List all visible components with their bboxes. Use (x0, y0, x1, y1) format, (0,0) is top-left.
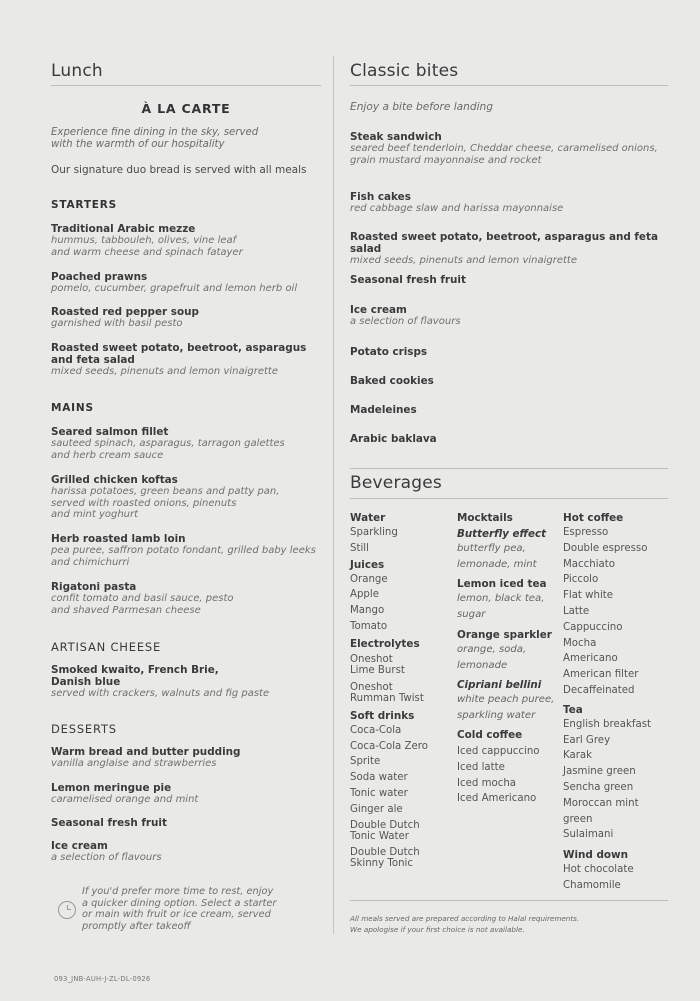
classic-intro: Enjoy a bite before landing (350, 101, 493, 113)
beverages-col-3 (563, 512, 668, 894)
footnote-rule (350, 900, 668, 901)
classic-item: Steak sandwich seared beef tenderloin, Cheddar cheese, caramelised onions, grain mustard mayonnaise and rocket (350, 131, 658, 166)
bev-item: Earl Grey (563, 734, 611, 746)
dessert-item: Ice cream a selection of flavours (51, 840, 162, 863)
bev-item: Soda water (350, 772, 408, 784)
bev-item: Karak (563, 750, 593, 762)
classic-title: Classic bites (350, 61, 459, 81)
water-heading: Water (350, 512, 386, 524)
starters-heading: STARTERS (51, 199, 118, 211)
mocktails-heading: Mocktails (457, 512, 513, 524)
classic-item: Madeleines (350, 404, 417, 416)
mocktail-desc: sugar (457, 608, 486, 620)
bev-item: Latte (563, 605, 590, 617)
mocktail-name: Cipriani bellini (457, 679, 542, 691)
menu-code: 093_JNB-AUH-J-ZL-DL-0926 (54, 975, 151, 983)
classic-title-rule (350, 85, 668, 86)
bev-item: Sencha green (563, 781, 634, 793)
bev-item: Double espresso (563, 542, 648, 554)
bev-item: Piccolo (563, 574, 599, 586)
bev-item: Ginger ale (350, 803, 403, 815)
tea-heading: Tea (563, 703, 583, 716)
mocktail-desc: sparkling water (457, 709, 536, 721)
bev-item: American filter (563, 669, 639, 681)
bev-item: Decaffeinated (563, 684, 635, 696)
lunch-title: Lunch (51, 61, 103, 81)
bread-note: Our signature duo bread is served with all meals (51, 164, 307, 176)
mocktail-desc: white peach puree, (457, 694, 555, 705)
starter-item: Traditional Arabic mezze hummus, tabbouleh, olives, vine leaf and warm cheese and spinach fatayer (51, 223, 243, 258)
footnote: All meals served are prepared according to Halal requirements. We apologise if your first choice is not available. (350, 914, 580, 934)
beverages-col-2 (457, 512, 554, 807)
mocktail-desc: butterfly pea, (457, 543, 526, 554)
intro-text: Experience fine dining in the sky, served with the warmth of our hospitality (51, 127, 259, 150)
bev-item: Flat white (563, 590, 614, 602)
bev-item: Mocha (563, 637, 597, 649)
bev-item: Oneshot Rumman Twist (350, 681, 424, 705)
mocktail-desc: lemon, black tea, (457, 593, 545, 604)
juices-heading: Juices (350, 558, 385, 571)
starter-item: Roasted red pepper soup garnished with basil pesto (51, 306, 199, 329)
classic-item: Baked cookies (350, 375, 434, 387)
bev-item: Tonic water (350, 787, 408, 799)
cheese-item: Smoked kwaito, French Brie, Danish blue served with crackers, walnuts and fig paste (51, 664, 270, 699)
classic-item: Potato crisps (350, 346, 428, 358)
clock-icon (58, 901, 76, 919)
mains-heading: MAINS (51, 402, 94, 414)
bev-item: Sulaimani (563, 829, 614, 841)
soft-drinks-heading: Soft drinks (350, 709, 415, 722)
rest-note: If you'd prefer more time to rest, enjoy a quicker dining option. Select a starter or main with fruit or ice cream, served promptly after takeoff (82, 886, 277, 932)
starter-item: Poached prawns pomelo, cucumber, grapefruit and lemon herb oil (51, 271, 298, 294)
bev-item: Sparkling (350, 527, 398, 538)
bev-item: Americano (563, 653, 618, 665)
classic-item: Ice cream a selection of flavours (350, 304, 461, 327)
mocktail-desc: lemonade, mint (457, 558, 537, 570)
bev-item: Mango (350, 605, 385, 617)
bev-item: Iced Americano (457, 793, 537, 805)
bev-item: Iced latte (457, 761, 505, 773)
mocktail-desc: orange, soda, (457, 644, 527, 655)
alacarte-heading: À LA CARTE (141, 101, 231, 116)
bev-item: Sprite (350, 756, 381, 768)
main-item: Seared salmon fillet sauteed spinach, asparagus, tarragon galettes and herb cream sauce (51, 426, 285, 461)
classic-item: Roasted sweet potato, beetroot, asparagus and feta salad mixed seeds, pinenuts and lemon vinaigrette (350, 231, 658, 266)
mocktail-name: Lemon iced tea (457, 578, 547, 590)
classic-item: Fish cakes red cabbage slaw and harissa mayonnaise (350, 191, 564, 214)
desserts-heading: DESSERTS (51, 722, 117, 736)
hot-coffee-heading: Hot coffee (563, 512, 624, 524)
bev-item: Oneshot Lime Burst (350, 653, 405, 677)
bev-item: Apple (350, 589, 380, 601)
beverages-col-1 (350, 512, 428, 870)
main-item: Grilled chicken koftas harissa potatoes, green beans and patty pan, served with roasted onions, pinenuts and mint yoghurt (51, 474, 280, 520)
bev-item: Chamomile (563, 879, 621, 891)
bev-item: Coca-Cola Zero (350, 740, 428, 752)
bev-item: Moroccan mint green (563, 797, 639, 825)
bev-item: Still (350, 542, 369, 554)
bev-item: Espresso (563, 527, 609, 538)
beverages-title-rule (350, 498, 668, 499)
bev-item: Tomato (350, 620, 388, 632)
bev-item: Double Dutch Tonic Water (350, 819, 420, 843)
wind-down-heading: Wind down (563, 849, 629, 862)
bev-item: Iced cappuccino (457, 746, 540, 757)
column-divider (333, 56, 334, 934)
dessert-item: Warm bread and butter pudding vanilla anglaise and strawberries (51, 746, 241, 769)
classic-item: Seasonal fresh fruit (350, 274, 466, 286)
starter-item: Roasted sweet potato, beetroot, asparagus and feta salad mixed seeds, pinenuts and lemon vinaigrette (51, 342, 307, 377)
bev-item: English breakfast (563, 718, 651, 730)
bev-item: Cappuccino (563, 621, 623, 633)
bev-item: Jasmine green (563, 766, 636, 778)
mocktail-name: Butterfly effect (457, 528, 547, 540)
beverages-title: Beverages (350, 473, 442, 493)
dessert-item: Seasonal fresh fruit (51, 817, 167, 829)
cold-coffee-heading: Cold coffee (457, 729, 523, 741)
bev-item: Iced mocha (457, 777, 517, 789)
bev-item: Hot chocolate (563, 864, 634, 876)
bev-item: Orange (350, 573, 388, 585)
dessert-item: Lemon meringue pie caramelised orange and mint (51, 782, 199, 805)
cheese-heading: ARTISAN CHEESE (51, 640, 162, 654)
bev-item: Macchiato (563, 558, 615, 570)
electrolytes-heading: Electrolytes (350, 637, 420, 650)
mocktail-name: Orange sparkler (457, 629, 552, 641)
main-item: Rigatoni pasta confit tomato and basil sauce, pesto and shaved Parmesan cheese (51, 581, 234, 616)
classic-item: Arabic baklava (350, 433, 437, 445)
mocktail-desc: lemonade (457, 659, 508, 671)
bev-item: Double Dutch Skinny Tonic (350, 846, 420, 870)
lunch-title-rule (51, 85, 321, 86)
main-item: Herb roasted lamb loin pea puree, saffron potato fondant, grilled baby leeks and chimichurri (51, 533, 316, 568)
beverages-top-rule (350, 468, 668, 469)
bev-item: Coca-Cola (350, 724, 402, 736)
